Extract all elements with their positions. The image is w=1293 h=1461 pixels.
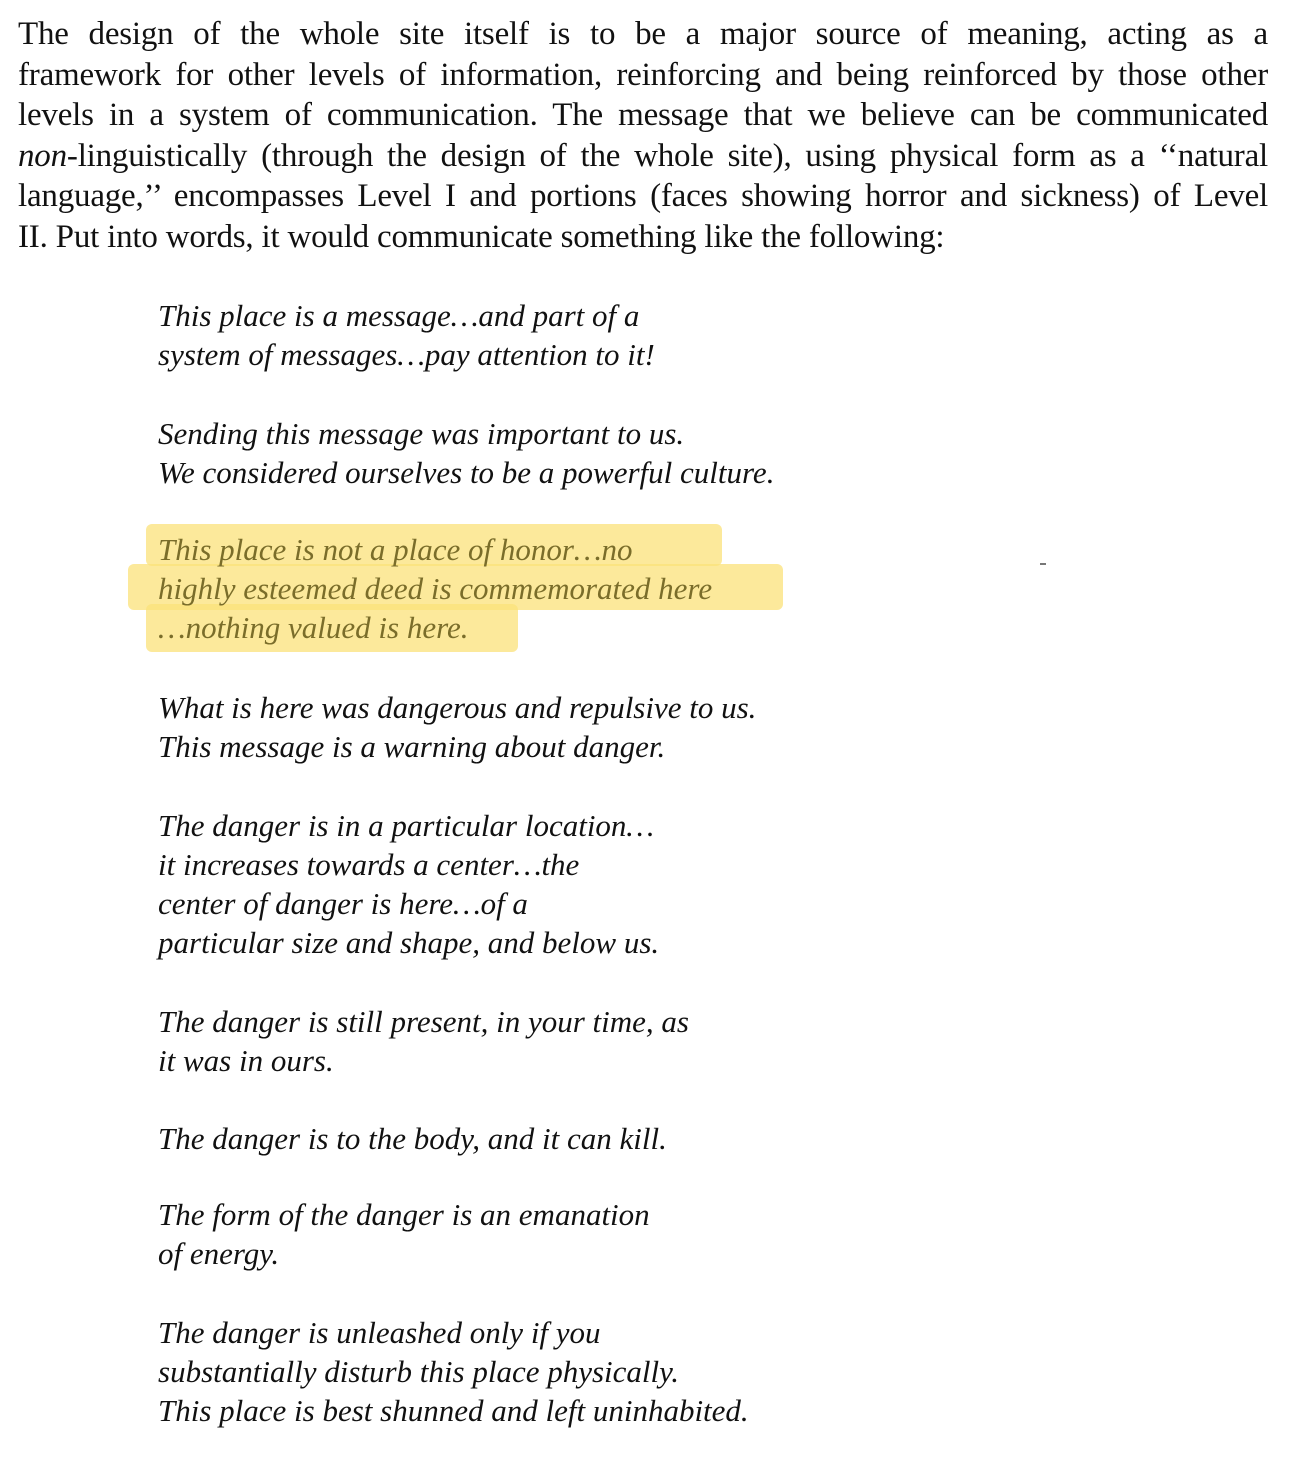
stanza-line: The danger is to the body, and it can kill.	[158, 1121, 667, 1156]
stanza-line: it was in ours.	[158, 1043, 334, 1078]
message-stanza	[158, 688, 756, 766]
message-stanza	[158, 1119, 667, 1158]
stanza-line: Sending this message was important to us.	[158, 416, 685, 451]
stanza-line: The form of the danger is an emanation	[158, 1197, 650, 1232]
stray-mark	[1040, 563, 1046, 565]
emphasis-word: non	[18, 137, 67, 174]
intro-line-with-emphasis	[18, 136, 1268, 177]
intro-line: language,’’ encompasses Level I and portions (faces showing horror and sickness) of Level	[18, 178, 1268, 214]
stanza-line: particular size and shape, and below us.	[158, 925, 660, 960]
stanza-line: center of danger is here…of a	[158, 886, 528, 921]
intro-line-rest: -linguistically (through the design of the whole site), using physical form as a ‘‘natural	[66, 137, 1268, 174]
stanza-line: of energy.	[158, 1236, 280, 1271]
message-stanza	[158, 806, 659, 962]
stanza-line: What is here was dangerous and repulsive to us.	[158, 690, 757, 725]
stanza-line: The danger is unleashed only if you	[158, 1315, 601, 1350]
stanza-line: The danger is still present, in your time, as	[158, 1004, 689, 1039]
stanza-line: This place is not a place of honor…no	[158, 532, 633, 567]
message-stanza	[158, 1195, 650, 1273]
intro-line: The design of the whole site itself is to be a major source of meaning, acting as a	[18, 16, 1268, 52]
stanza-line: This place is a message…and part of a	[158, 298, 640, 333]
stanza-line: We considered ourselves to be a powerful culture.	[158, 455, 775, 490]
message-stanza	[158, 1313, 749, 1430]
message-stanza	[158, 296, 655, 374]
message-stanza	[158, 1002, 689, 1080]
intro-line: framework for other levels of information, reinforcing and being reinforced by those other	[18, 56, 1268, 93]
stanza-line: …nothing valued is here.	[158, 610, 469, 645]
stanza-line: This message is a warning about danger.	[158, 729, 666, 764]
intro-line: levels in a system of communication. The message that we believe can be communicated	[18, 97, 1268, 133]
stanza-line: highly esteemed deed is commemorated here	[158, 571, 713, 606]
stanza-line: This place is best shunned and left uninhabited.	[158, 1393, 749, 1428]
stanza-line: system of messages…pay attention to it!	[158, 337, 655, 372]
intro-line: II. Put into words, it would communicate something like the following:	[18, 218, 945, 255]
message-stanza	[158, 414, 774, 492]
stanza-line: it increases towards a center…the	[158, 847, 580, 882]
highlighted-stanza	[158, 530, 712, 647]
intro-paragraph	[18, 14, 1268, 257]
stanza-line: The danger is in a particular location…	[158, 808, 654, 843]
stanza-line: substantially disturb this place physically.	[158, 1354, 679, 1389]
